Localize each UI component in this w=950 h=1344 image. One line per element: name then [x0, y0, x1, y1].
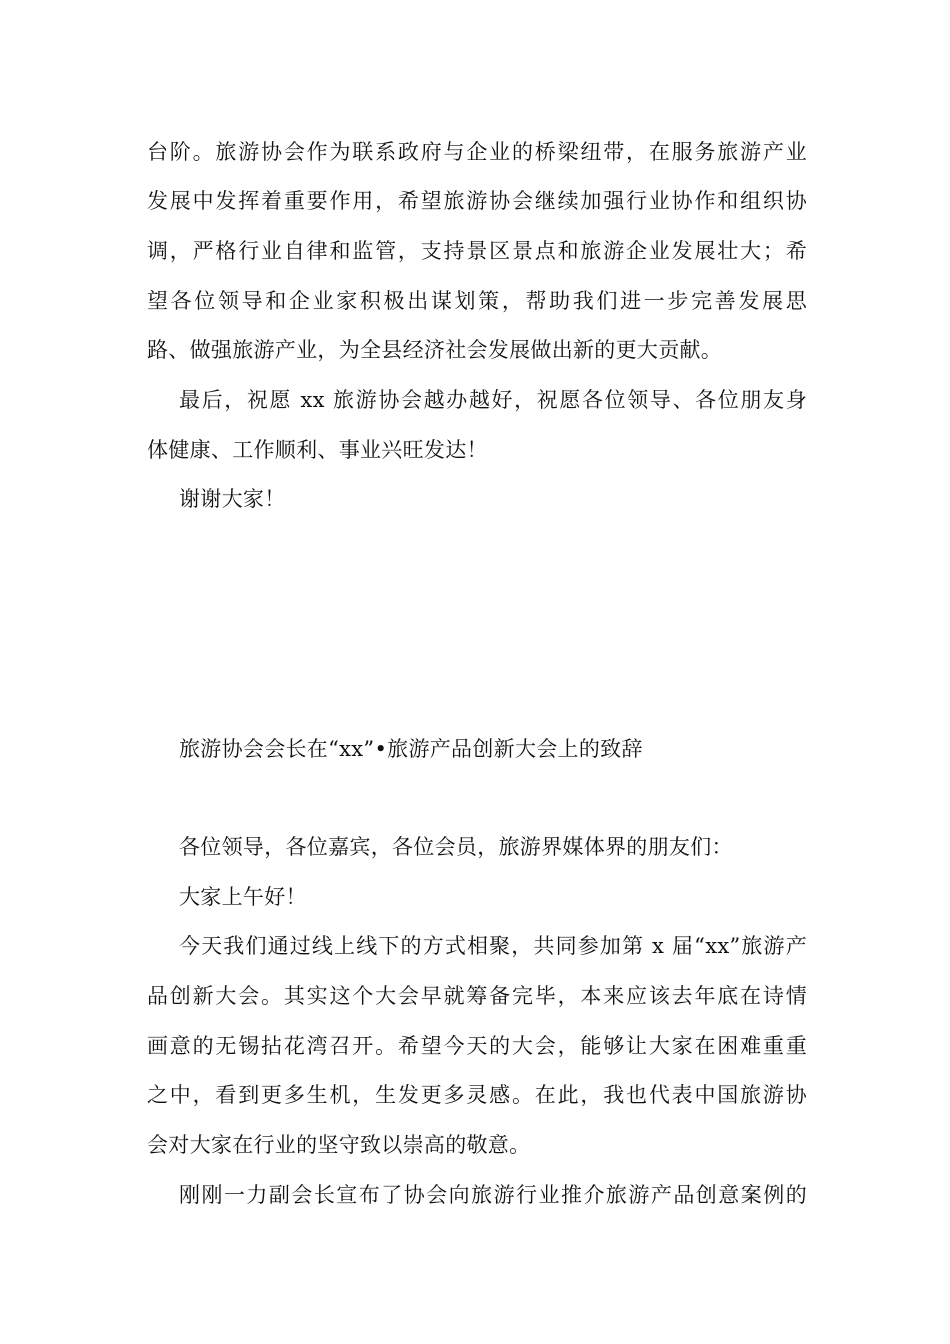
body-text-line: 望各位领导和企业家积极出谋划策，帮助我们进一步完善发展思: [147, 289, 807, 313]
body-text-line: 画意的无锡拈花湾召开。希望今天的大会，能够让大家在困难重重: [147, 1034, 807, 1058]
body-text-line: 刚刚一力副会长宣布了协会向旅游行业推介旅游产品创意案例的: [179, 1183, 807, 1207]
closing-text-line: 最后，祝愿 xx 旅游协会越办越好，祝愿各位领导、各位朋友身: [179, 388, 807, 412]
body-text-line: 台阶。旅游协会作为联系政府与企业的桥梁纽带，在服务旅游产业: [147, 140, 807, 164]
body-text-line: 今天我们通过线上线下的方式相聚，共同参加第 x 届“xx”旅游产: [179, 934, 807, 958]
body-text-line: 发展中发挥着重要作用，希望旅游协会继续加强行业协作和组织协: [147, 189, 807, 213]
thanks-text: 谢谢大家！: [179, 487, 286, 511]
body-text-line: 之中，看到更多生机，生发更多灵感。在此，我也代表中国旅游协: [147, 1083, 807, 1107]
body-text-line: 调，严格行业自律和监管，支持景区景点和旅游企业发展壮大；希: [147, 239, 807, 263]
speech-title: 旅游协会会长在“xx”•旅游产品创新大会上的致辞: [179, 737, 643, 761]
body-text-line: 路、做强旅游产业，为全县经济社会发展做出新的更大贡献。: [147, 338, 723, 362]
salutation-text: 各位领导，各位嘉宾，各位会员，旅游界媒体界的朋友们：: [179, 835, 733, 859]
body-text-line: 会对大家在行业的坚守致以崇高的敬意。: [147, 1133, 531, 1157]
body-text-line: 品创新大会。其实这个大会早就筹备完毕，本来应该去年底在诗情: [147, 984, 807, 1008]
greeting-text: 大家上午好！: [179, 885, 307, 909]
closing-text-line: 体健康、工作顺利、事业兴旺发达！: [147, 438, 488, 462]
